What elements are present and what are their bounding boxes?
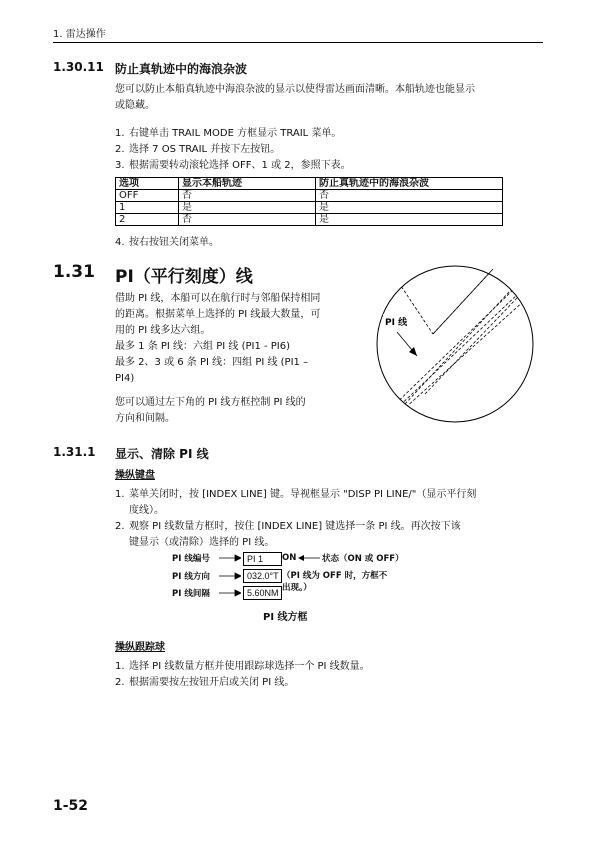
intro-line: 或隐藏。	[115, 100, 155, 111]
diagram-caption: PI 线方框	[263, 612, 308, 623]
table-cell: 否	[179, 214, 316, 226]
pi-line	[365, 264, 545, 424]
section-intro	[115, 82, 545, 114]
list-item: 1. 右键单击 TRAIL MODE 方框显示 TRAIL 菜单。	[115, 128, 342, 139]
table-cell: 是	[316, 202, 503, 214]
status-arrow	[298, 552, 322, 564]
running-header: 1. 雷达操作	[53, 29, 106, 40]
pi-lines	[365, 264, 545, 424]
pi-number-box: PI 1	[243, 552, 282, 566]
arrowhead	[235, 555, 241, 561]
list-item: 2. 根据需要按左按钮开启或关闭 PI 线。	[115, 677, 295, 688]
section-number: 1.30.11	[53, 60, 104, 74]
section-body: 借助 PI 线，本船可以在航行时与邻船保持相同 的距离。根据菜单上选择的 PI 线最大数量，可 用的 PI 线多达六组。 最多 1 条 PI 线：六组 PI 线 (PI1 - PI6) 最多 2、3 或 6 条 PI 线：四组 PI 线 (PI1 – PI4)	[115, 293, 321, 384]
table-header-cell: 防止真轨迹中的海浪杂波	[316, 178, 503, 190]
pi-line	[425, 274, 540, 394]
steps-list	[115, 126, 545, 174]
table-row	[116, 190, 503, 202]
section-title: 显示、清除 PI 线	[115, 447, 209, 461]
header-rule	[53, 42, 543, 43]
pi-line-figure	[365, 264, 545, 424]
trackball-steps	[115, 659, 545, 691]
label-pi-direction: PI 线方向	[172, 572, 210, 582]
keyboard-steps	[115, 487, 545, 551]
list-item: 2. 选择 7 OS TRAIL 并按下左按钮。	[115, 144, 281, 155]
keyboard-heading: 操纵键盘	[115, 470, 155, 481]
arrowhead	[298, 555, 304, 561]
off-note: （PI 线为 OFF 时，方框不 出现。）	[282, 571, 388, 593]
list-item: 1. 选择 PI 线数量方框并使用跟踪球选择一个 PI 线数量。	[115, 661, 370, 672]
steps-list	[115, 235, 219, 251]
pi-line	[433, 269, 493, 334]
list-item: 3. 根据需要转动滚轮选择 OFF、1 或 2，参照下表。	[115, 160, 351, 171]
table-cell: 1	[116, 202, 179, 214]
list-item: 2. 观察 PI 线数量方框时，按住 [INDEX LINE] 键选择一条 PI 线。再次按下该 键显示（或清除）选择的 PI 线。	[115, 521, 461, 548]
pi-line-figure-label: PI 线	[385, 318, 408, 328]
status-value: ON	[282, 553, 297, 563]
intro-line: 您可以防止本船真轨迹中海浪杂波的显示以使得雷达画面清晰。本船轨迹也能显示	[115, 84, 475, 95]
page-number: 1-52	[53, 798, 89, 814]
table-cell: OFF	[116, 190, 179, 202]
table-cell: 是	[179, 202, 316, 214]
section-title: 防止真轨迹中的海浪杂波	[115, 62, 248, 76]
table-header-cell: 显示本船轨迹	[179, 178, 316, 190]
pi-line	[405, 264, 535, 404]
table-cell: 是	[316, 214, 503, 226]
pi-interval-box: 5.60NM	[243, 586, 282, 600]
table-row	[116, 214, 503, 226]
table-row	[116, 202, 503, 214]
label-arrows	[217, 552, 241, 602]
table-cell: 2	[116, 214, 179, 226]
list-item: 1. 菜单关闭时，按 [INDEX LINE] 键。导视框显示 "DISP PI LINE/"（显示平行刻 度线）。	[115, 489, 477, 516]
arrowhead	[235, 573, 241, 579]
pi-direction-box: 032.0°T	[243, 569, 282, 583]
section-number: 1.31.1	[53, 445, 96, 459]
trackball-heading: 操纵跟踪球	[115, 642, 165, 653]
table-header-cell: 选项	[116, 178, 179, 190]
list-item: 4. 按右按钮关闭菜单。	[115, 237, 219, 248]
arrowhead	[235, 590, 241, 596]
table-cell: 否	[316, 190, 503, 202]
label-pi-interval: PI 线间隔	[172, 589, 210, 599]
options-table	[115, 177, 503, 226]
status-note: 状态（ON 或 OFF）	[322, 554, 404, 564]
label-pi-number: PI 线编号	[172, 554, 210, 564]
pi-box-diagram	[172, 552, 472, 602]
section-body-2: 您可以通过左下角的 PI 线方框控制 PI 线的 方向和间隔。	[115, 397, 306, 424]
section-number: 1.31	[53, 262, 95, 282]
table-cell: 否	[179, 190, 316, 202]
table-header-row	[116, 178, 503, 190]
section-title: PI（平行刻度）线	[115, 267, 253, 287]
pi-line	[385, 264, 545, 414]
